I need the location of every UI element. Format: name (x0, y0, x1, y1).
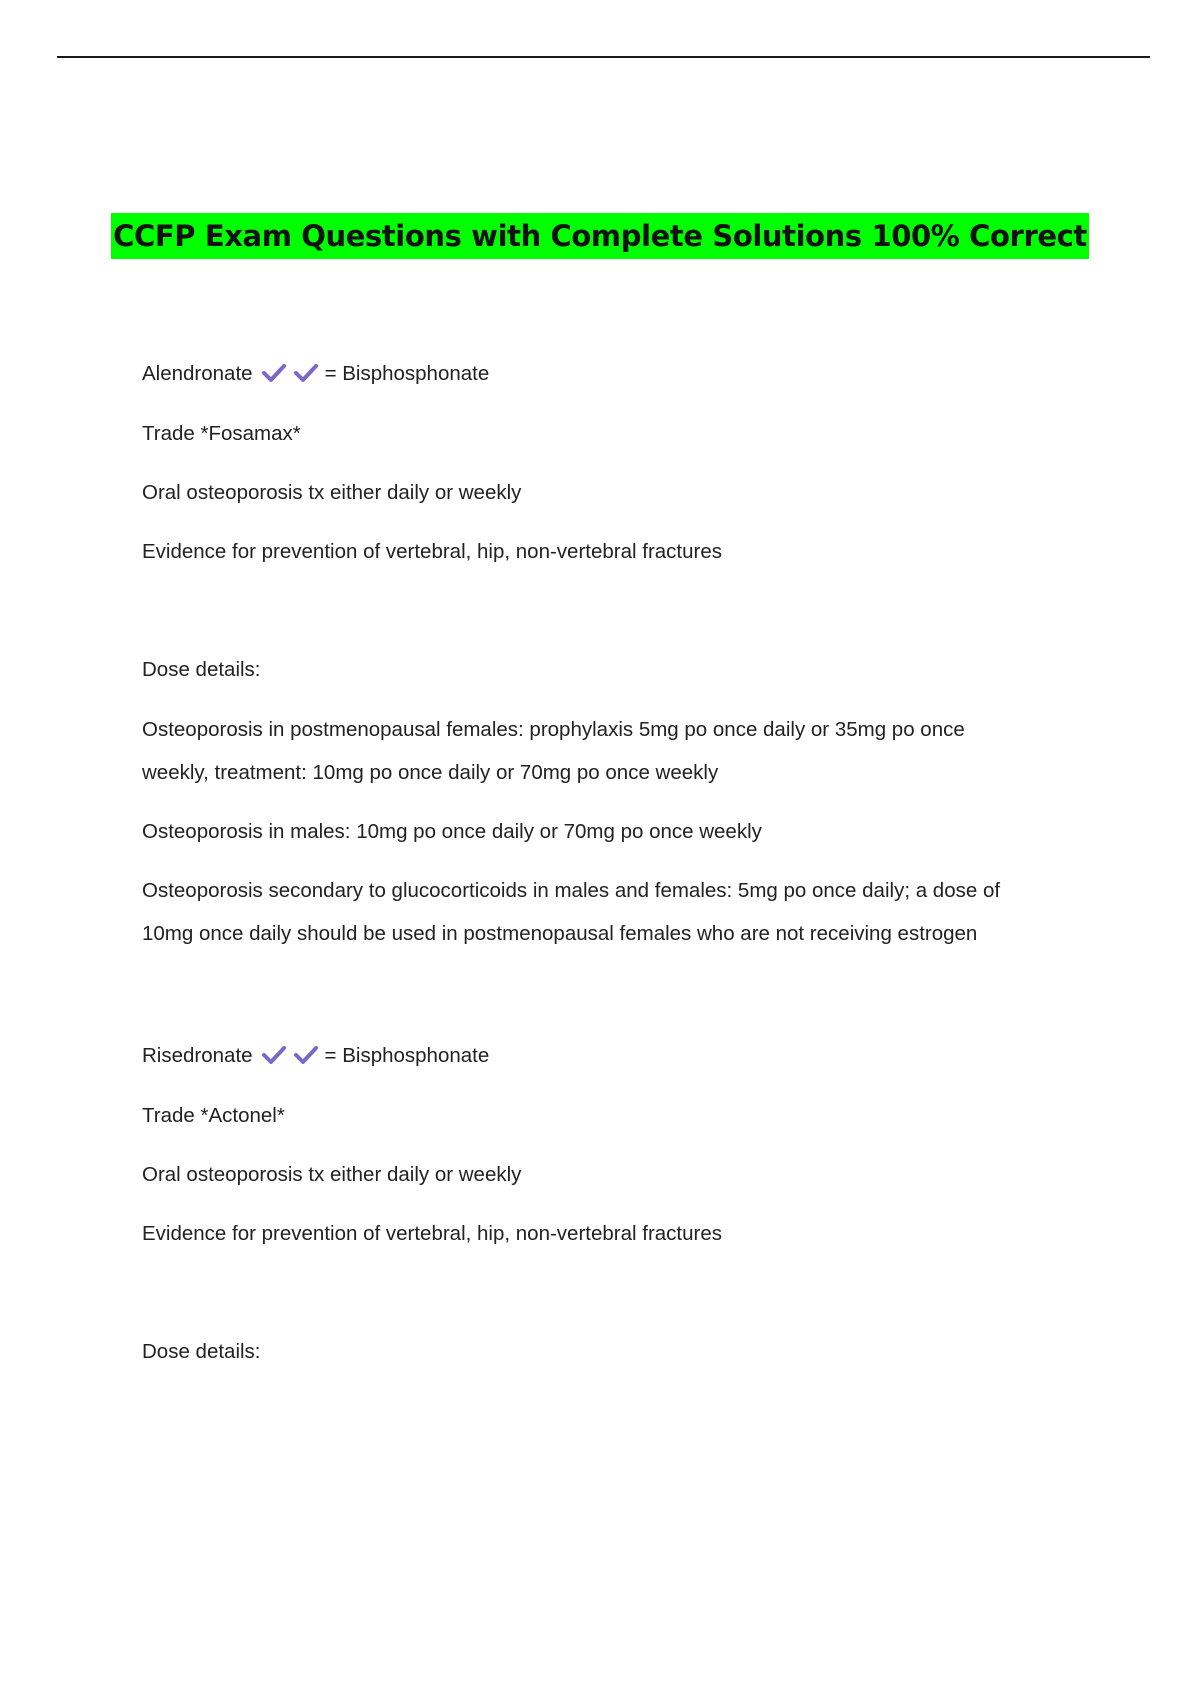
title-container (0, 213, 1200, 259)
drug-heading-alendronate (142, 360, 489, 388)
trade-name: Trade *Fosamax* (142, 422, 301, 445)
evidence-text: Evidence for prevention of vertebral, hip, non-vertebral fractures (142, 540, 722, 563)
evidence-text: Evidence for prevention of vertebral, hip, non-vertebral fractures (142, 1222, 722, 1245)
header-rule (57, 56, 1150, 58)
drug-name: Alendronate (142, 362, 253, 385)
drug-name: Risedronate (142, 1044, 253, 1067)
check-icon (293, 1044, 319, 1066)
trade-name: Trade *Actonel* (142, 1104, 285, 1127)
drug-class: = Bisphosphonate (324, 362, 490, 385)
indication-text: Oral osteoporosis tx either daily or weekly (142, 481, 522, 504)
dose-line: weekly, treatment: 10mg po once daily or 70mg po once weekly (142, 761, 719, 784)
dose-line: Osteoporosis secondary to glucocorticoids in males and females: 5mg po once daily; a dose of (142, 879, 1001, 902)
dose-heading: Dose details: (142, 658, 261, 681)
check-icon (261, 362, 287, 384)
document-title: CCFP Exam Questions with Complete Solutions 100% Correct (111, 213, 1089, 259)
dose-line: Osteoporosis in postmenopausal females: prophylaxis 5mg po once daily or 35mg po once (142, 718, 965, 741)
check-icon (293, 362, 319, 384)
dose-heading: Dose details: (142, 1340, 261, 1363)
drug-heading-risedronate (142, 1042, 489, 1070)
drug-class: = Bisphosphonate (324, 1044, 490, 1067)
dose-line: 10mg once daily should be used in postmenopausal females who are not receiving estrogen (142, 922, 978, 945)
dose-line: Osteoporosis in males: 10mg po once daily or 70mg po once weekly (142, 820, 762, 843)
check-icon (261, 1044, 287, 1066)
indication-text: Oral osteoporosis tx either daily or weekly (142, 1163, 522, 1186)
